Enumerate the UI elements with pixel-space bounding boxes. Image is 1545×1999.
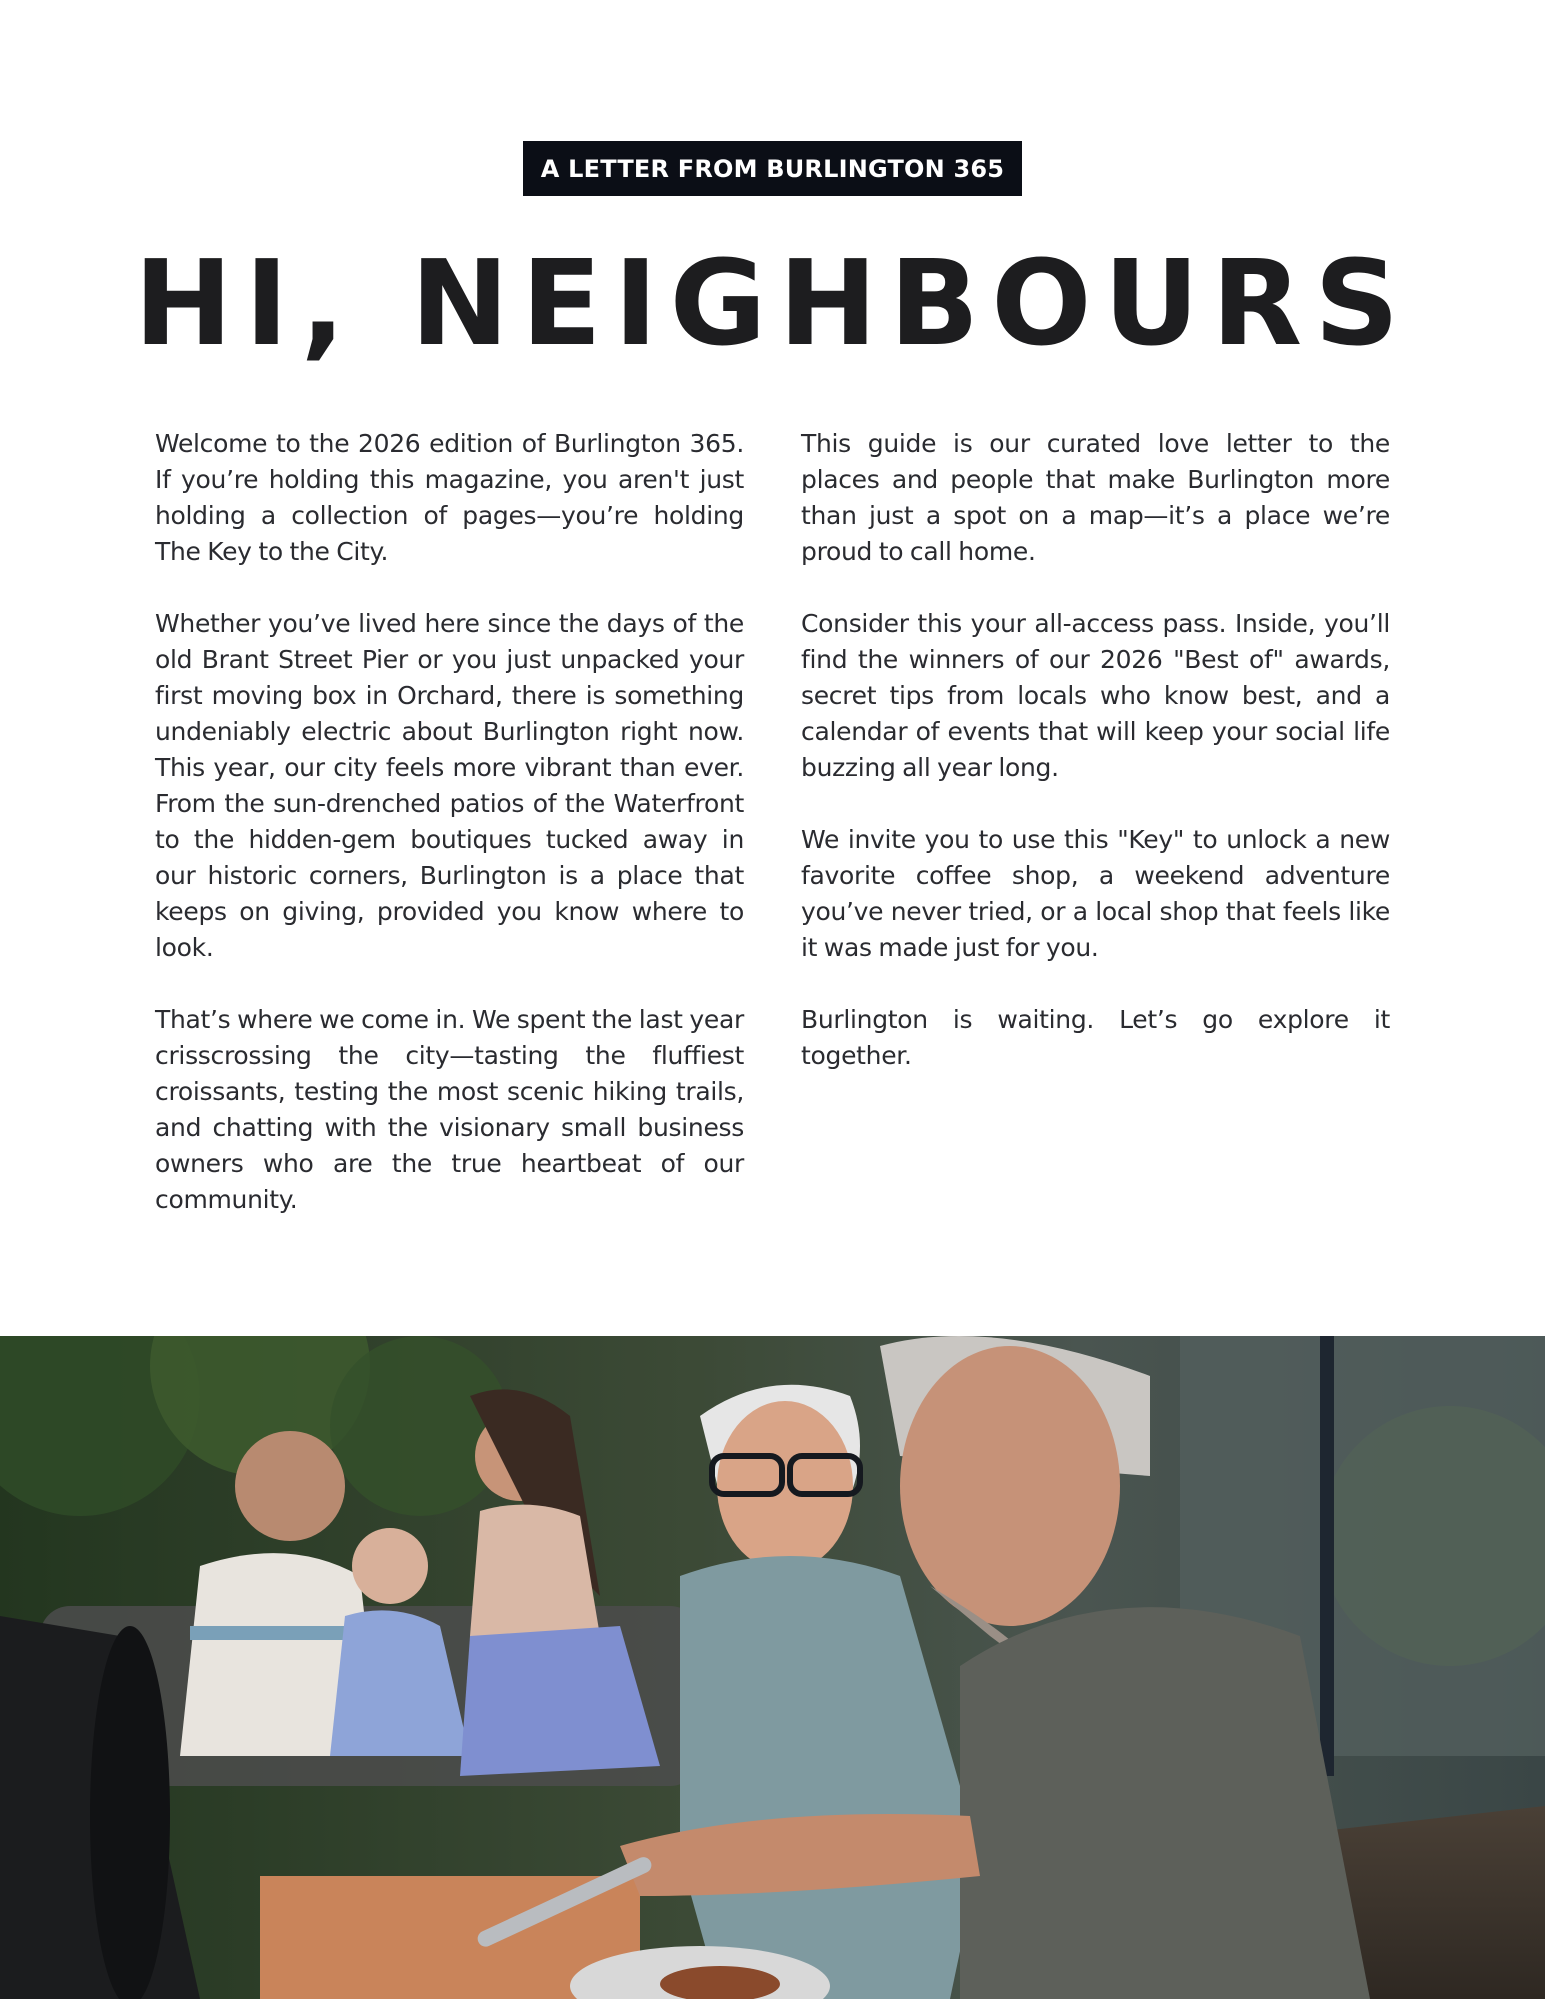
letter-paragraph: Consider this your all-access pass. Inside, you’ll find the winners of our 2026 "Best of" awards, secret tips from locals who know best, and a calendar of events that will keep your social life buzzing all year long. xyxy=(801,609,1390,782)
letter-paragraph: Welcome to the 2026 edition of Burlington 365. If you’re holding this magazine, you aren't just holding a collection of pages—you’re holding The Key to the City. xyxy=(155,429,744,566)
letter-left-column xyxy=(155,426,744,1254)
section-eyebrow-label: A LETTER FROM BURLINGTON 365 xyxy=(523,141,1022,196)
letter-paragraph: This guide is our curated love letter to the places and people that make Burlington more than just a spot on a map—it’s a place we’re proud to call home. xyxy=(801,429,1390,566)
letter-paragraph: Burlington is waiting. Let’s go explore it together. xyxy=(801,1005,1390,1070)
letter-paragraph: We invite you to use this "Key" to unlock a new favorite coffee shop, a weekend adventure you’ve never tried, or a local shop that feels like it was made just for you. xyxy=(801,825,1390,962)
family-barbecue-photo xyxy=(0,1336,1545,1999)
page-title: HI, NEIGHBOURS xyxy=(133,234,1412,372)
letter-right-column xyxy=(801,426,1390,1110)
letter-paragraph: That’s where we come in. We spent the last year crisscrossing the city—tasting the fluffiest croissants, testing the most scenic hiking trails, and chatting with the visionary small business owners who are the true heartbeat of our community. xyxy=(155,1005,744,1214)
letter-paragraph: Whether you’ve lived here since the days of the old Brant Street Pier or you just unpacked your first moving box in Orchard, there is something undeniably electric about Burlington right now. This year, our city feels more vibrant than ever. From the sun-drenched patios of the Waterfront to the hidden-gem boutiques tucked away in our historic corners, Burlington is a place that keeps on giving, provided you know where to look. xyxy=(155,609,744,962)
